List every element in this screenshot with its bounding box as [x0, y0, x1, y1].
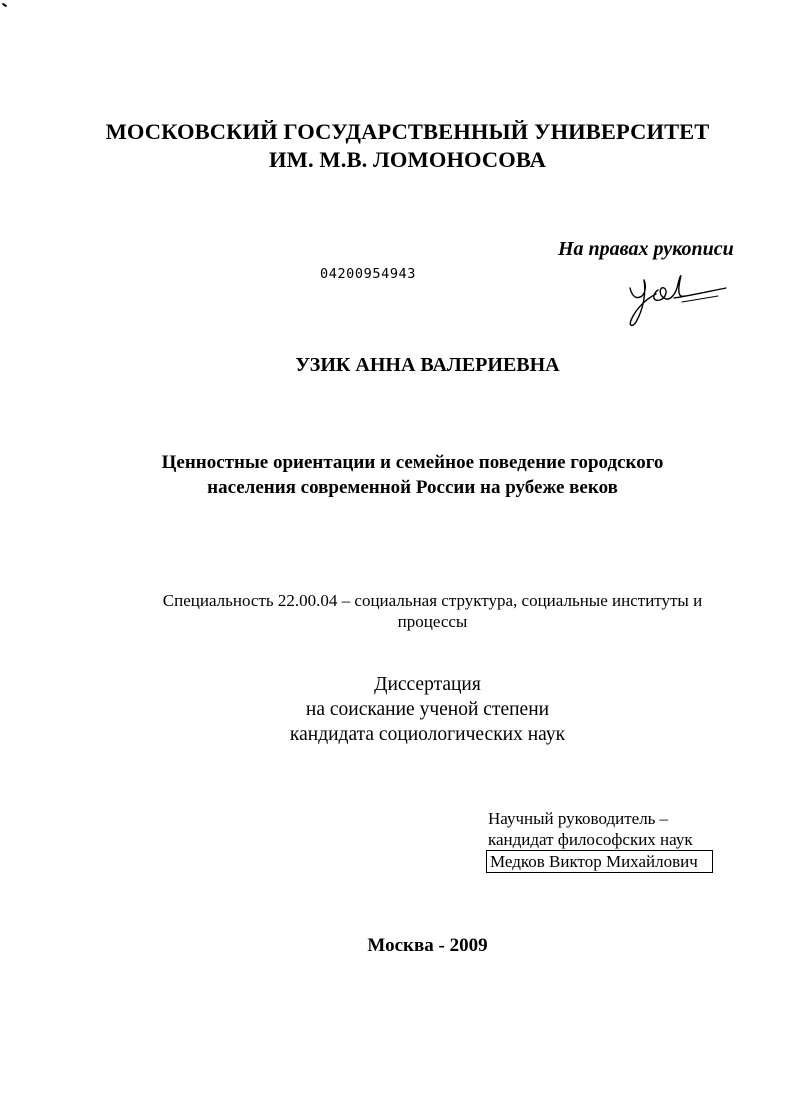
specialty — [0, 590, 795, 632]
university-namesake: ИМ. М.В. ЛОМОНОСОВА — [269, 147, 546, 172]
city-year: Москва - 2009 — [367, 935, 488, 956]
specialty-line-2: процессы — [397, 612, 468, 631]
thesis-title-line-1: Ценностные ориентации и семейное поведение городского — [161, 452, 664, 473]
degree-name: кандидата социологических наук — [289, 724, 566, 745]
thesis-title — [0, 450, 795, 500]
specialty-line-1: Специальность 22.00.04 – социальная структура, социальные институты и — [162, 591, 703, 610]
library-code: 04200954943 — [320, 266, 417, 282]
thesis-title-line-2: населения современной России на рубеже веков — [207, 477, 618, 498]
signature-icon — [622, 266, 730, 330]
advisor-block — [488, 808, 713, 873]
manuscript-rights-note: На правах рукописи — [558, 238, 734, 260]
advisor-degree: кандидат философских наук — [488, 830, 693, 849]
university-name: МОСКОВСКИЙ ГОСУДАРСТВЕННЫЙ УНИВЕРСИТЕТ — [105, 119, 710, 144]
degree-purpose: на соискание ученой степени — [305, 699, 550, 720]
dissertation-label: Диссертация — [374, 674, 481, 695]
dissertation-block — [0, 672, 795, 747]
university-header — [0, 118, 795, 174]
author-name: УЗИК АННА ВАЛЕРИЕВНА — [295, 354, 560, 376]
scan-mark — [2, 3, 7, 8]
advisor-label: Научный руководитель – — [488, 809, 669, 828]
advisor-name: Медков Виктор Михайлович — [486, 850, 713, 873]
